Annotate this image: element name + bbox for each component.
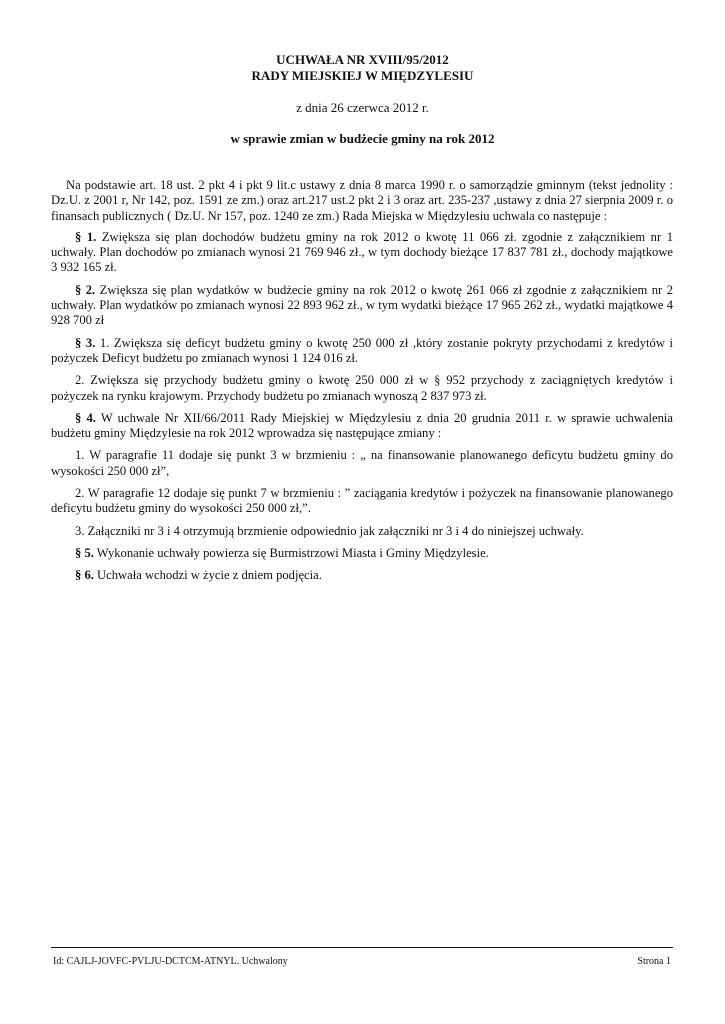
paragraph-3-mark: § 3. (75, 335, 96, 350)
paragraph-6 (51, 568, 673, 583)
paragraph-6-mark: § 6. (75, 568, 94, 583)
paragraph-5-mark: § 5. (75, 545, 94, 560)
paragraph-2-text: Zwiększa się plan wydatków w budżecie gminy na rok 2012 o kwotę 261 066 zł zgodnie z załącznikiem nr 2 uchwały. Plan wydatków po zmianach wynosi 22 893 962 zł., w tym wydatki bieżące 17 965 262 zł., wydatki majątkowe 4 928 700 zł (51, 282, 673, 328)
paragraph-1 (51, 230, 673, 276)
paragraph-5 (51, 546, 673, 561)
paragraph-4-mark: § 4. (75, 410, 96, 425)
intro-paragraph: Na podstawie art. 18 ust. 2 pkt 4 i pkt 9 lit.c ustawy z dnia 8 marca 1990 r. o samorządzie gminnym (tekst jednolity : Dz.U. z 2001 r, Nr 142, poz. 1591 ze zm.) oraz art.217 ust.2 pkt 2 i 3 oraz art. 235-237 ,ustawy z dnia 27 sierpnia 2009 r. o finansach publicznych ( Dz.U. Nr 157, poz. 1240 ze zm.) Rada Miejska w Międzylesiu uchwala co następuje : (51, 178, 673, 223)
footer-divider (51, 947, 673, 948)
paragraph-3-text: 1. Zwiększa się deficyt budżetu gminy o kwotę 250 000 zł ,który zostanie pokryty przychodami z kredytów i pożyczek Deficyt budżetu po zmianach wynosi 1 124 016 zł. (51, 335, 674, 365)
paragraph-5-text: Wykonanie uchwały powierza się Burmistrzowi Miasta i Gminy Międzylesie. (93, 545, 489, 560)
resolution-title-line-2: RADY MIEJSKIEJ W MIĘDZYLESIU (251, 68, 474, 83)
paragraph-4-point-2: 2. W paragrafie 12 dodaje się punkt 7 w brzmieniu : ” zaciągania kredytów i pożyczek na finansowanie planowanego deficytu budżetu gminy do wysokości 250 000 zł,”. (51, 486, 673, 516)
document-id: Id: CAJLJ-JOVFC-PVLJU-DCTCM-ATNYL. Uchwalony (53, 956, 288, 967)
paragraph-1-text: Zwiększa się plan dochodów budżetu gminy na rok 2012 o kwotę 11 066 zł. zgodnie z załącznikiem nr 1 uchwały. Plan dochodów po zmianach wynosi 21 769 946 zł., w tym dochody bieżące 17 837 781 zł., dochody majątkowe 3 932 165 zł. (51, 229, 674, 275)
paragraph-2-mark: § 2. (75, 282, 96, 297)
paragraph-4-point-1: 1. W paragrafie 11 dodaje się punkt 3 w brzmieniu : „ na finansowanie planowanego deficytu budżetu gminy do wysokości 250 000 zł”, (51, 448, 673, 478)
paragraph-1-mark: § 1. (75, 229, 97, 244)
resolution-title-line-1: UCHWAŁA NR XVIII/95/2012 (276, 52, 449, 67)
paragraph-3-point-2: 2. Zwiększa się przychody budżetu gminy o kwotę 250 000 zł w § 952 przychody z zaciągniętych kredytów i pożyczek na rynku krajowym. Przychody budżetu po zmianach wynoszą 2 837 973 zł. (51, 373, 673, 403)
resolution-subject: w sprawie zmian w budżecie gminy na rok 2012 (230, 131, 495, 146)
paragraph-6-text: Uchwała wchodzi w życie z dniem podjęcia. (93, 568, 322, 583)
paragraph-3 (51, 336, 673, 367)
paragraph-4-point-3: 3. Załączniki nr 3 i 4 otrzymują brzmienie odpowiednio jak załączniki nr 3 i 4 do niniejszej uchwały. (75, 523, 584, 538)
paragraph-4-text: W uchwale Nr XII/66/2011 Rady Miejskiej w Międzylesiu z dnia 20 grudnia 2011 r. w sprawie uchwalenia budżetu gminy Międzylesie na rok 2012 wprowadza się następujące zmiany : (51, 410, 674, 441)
resolution-date: z dnia 26 czerwca 2012 r. (296, 100, 429, 115)
document-header (0, 52, 725, 147)
document-body (51, 178, 673, 591)
page-number: Strona 1 (637, 956, 671, 967)
paragraph-2 (51, 283, 673, 329)
paragraph-4 (51, 411, 673, 442)
